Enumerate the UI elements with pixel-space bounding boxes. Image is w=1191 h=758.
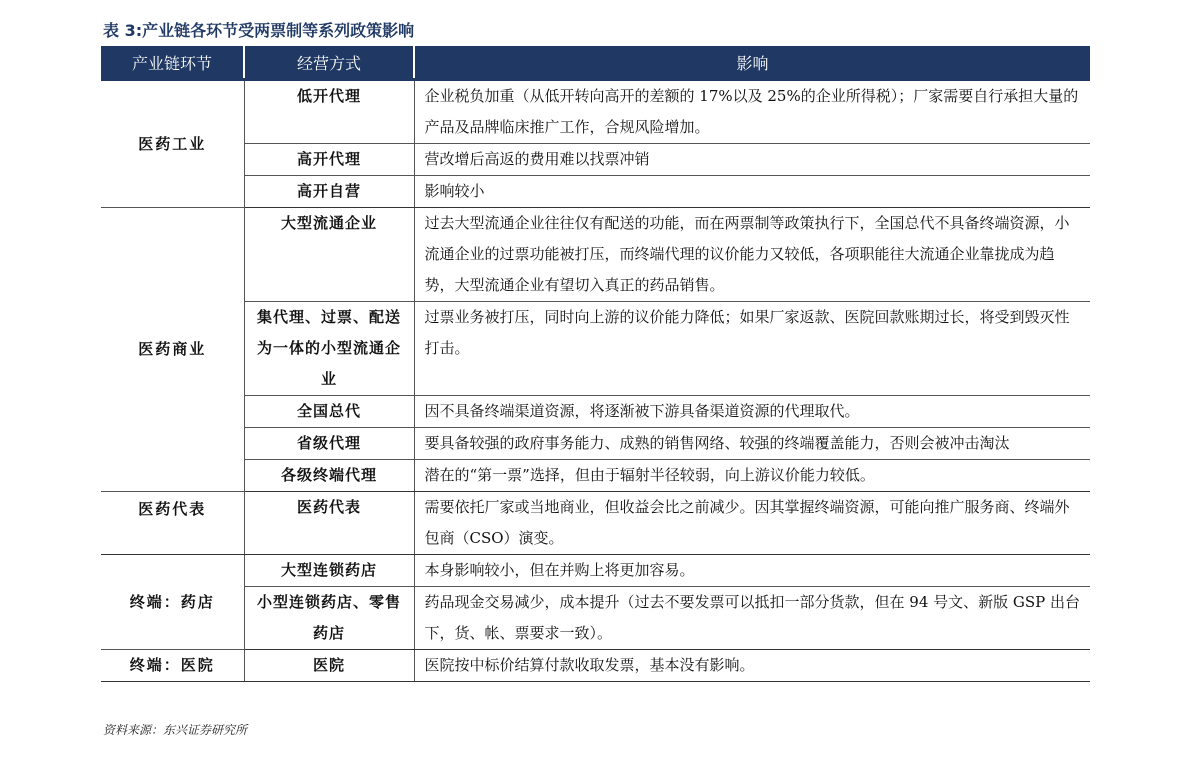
impact-cell: 过去大型流通企业往往仅有配送的功能，而在两票制等政策执行下，全国总代不具备终端资源，小流通企业的过票功能被打压，而终端代理的议价能力又较低，各项职能往大流通企业靠拢成为趋势，大型流通企业有望切入真正的药品销售。 bbox=[414, 208, 1090, 302]
segment-cell: 终端：药店 bbox=[101, 555, 244, 650]
impact-cell: 医院按中标价结算付款收取发票，基本没有影响。 bbox=[414, 650, 1090, 682]
segment-cell: 终端：医院 bbox=[101, 650, 244, 682]
segment-cell: 医药商业 bbox=[101, 208, 244, 492]
table-row bbox=[101, 492, 1090, 555]
table-row bbox=[101, 428, 1090, 460]
mode-cell: 大型流通企业 bbox=[244, 208, 414, 302]
table-title: 表 3:产业链各环节受两票制等系列政策影响 bbox=[103, 21, 415, 40]
mode-cell: 大型连锁药店 bbox=[244, 555, 414, 587]
impact-cell: 因不具备终端渠道资源，将逐渐被下游具备渠道资源的代理取代。 bbox=[414, 396, 1090, 428]
table-row bbox=[101, 144, 1090, 176]
mode-cell: 医药代表 bbox=[244, 492, 414, 555]
header-row bbox=[101, 46, 1090, 80]
header-segment: 产业链环节 bbox=[101, 46, 244, 80]
policy-impact-table bbox=[101, 46, 1090, 682]
impact-cell: 营改增后高返的费用难以找票冲销 bbox=[414, 144, 1090, 176]
table-row bbox=[101, 208, 1090, 302]
impact-cell: 本身影响较小，但在并购上将更加容易。 bbox=[414, 555, 1090, 587]
table-row bbox=[101, 80, 1090, 144]
impact-cell: 企业税负加重（从低开转向高开的差额的 17%以及 25%的企业所得税）；厂家需要自行承担大量的产品及品牌临床推广工作，合规风险增加。 bbox=[414, 80, 1090, 144]
table-row bbox=[101, 650, 1090, 682]
table-row bbox=[101, 176, 1090, 208]
impact-cell: 潜在的“第一票”选择，但由于辐射半径较弱，向上游议价能力较低。 bbox=[414, 460, 1090, 492]
mode-cell: 高开代理 bbox=[244, 144, 414, 176]
table-row bbox=[101, 302, 1090, 396]
impact-cell: 要具备较强的政府事务能力、成熟的销售网络、较强的终端覆盖能力，否则会被冲击淘汰 bbox=[414, 428, 1090, 460]
impact-cell: 需要依托厂家或当地商业，但收益会比之前减少。因其掌握终端资源，可能向推广服务商、终端外包商（CSO）演变。 bbox=[414, 492, 1090, 555]
header-mode: 经营方式 bbox=[244, 46, 414, 80]
table-row bbox=[101, 396, 1090, 428]
table-row bbox=[101, 587, 1090, 650]
mode-cell: 高开自营 bbox=[244, 176, 414, 208]
mode-cell: 小型连锁药店、零售药店 bbox=[244, 587, 414, 650]
table-row bbox=[101, 555, 1090, 587]
mode-cell: 省级代理 bbox=[244, 428, 414, 460]
segment-cell: 医药工业 bbox=[101, 80, 244, 208]
mode-cell: 医院 bbox=[244, 650, 414, 682]
impact-cell: 影响较小 bbox=[414, 176, 1090, 208]
mode-cell: 集代理、过票、配送为一体的小型流通企业 bbox=[244, 302, 414, 396]
mode-cell: 低开代理 bbox=[244, 80, 414, 144]
segment-cell: 医药代表 bbox=[101, 492, 244, 555]
table-row bbox=[101, 460, 1090, 492]
impact-cell: 药品现金交易减少，成本提升（过去不要发票可以抵扣一部分货款，但在 94 号文、新版 GSP 出台下，货、帐、票要求一致）。 bbox=[414, 587, 1090, 650]
source-note: 资料来源：东兴证券研究所 bbox=[103, 723, 248, 737]
mode-cell: 全国总代 bbox=[244, 396, 414, 428]
impact-cell: 过票业务被打压，同时向上游的议价能力降低；如果厂家返款、医院回款账期过长，将受到毁灭性打击。 bbox=[414, 302, 1090, 396]
mode-cell: 各级终端代理 bbox=[244, 460, 414, 492]
header-impact: 影响 bbox=[414, 46, 1090, 80]
